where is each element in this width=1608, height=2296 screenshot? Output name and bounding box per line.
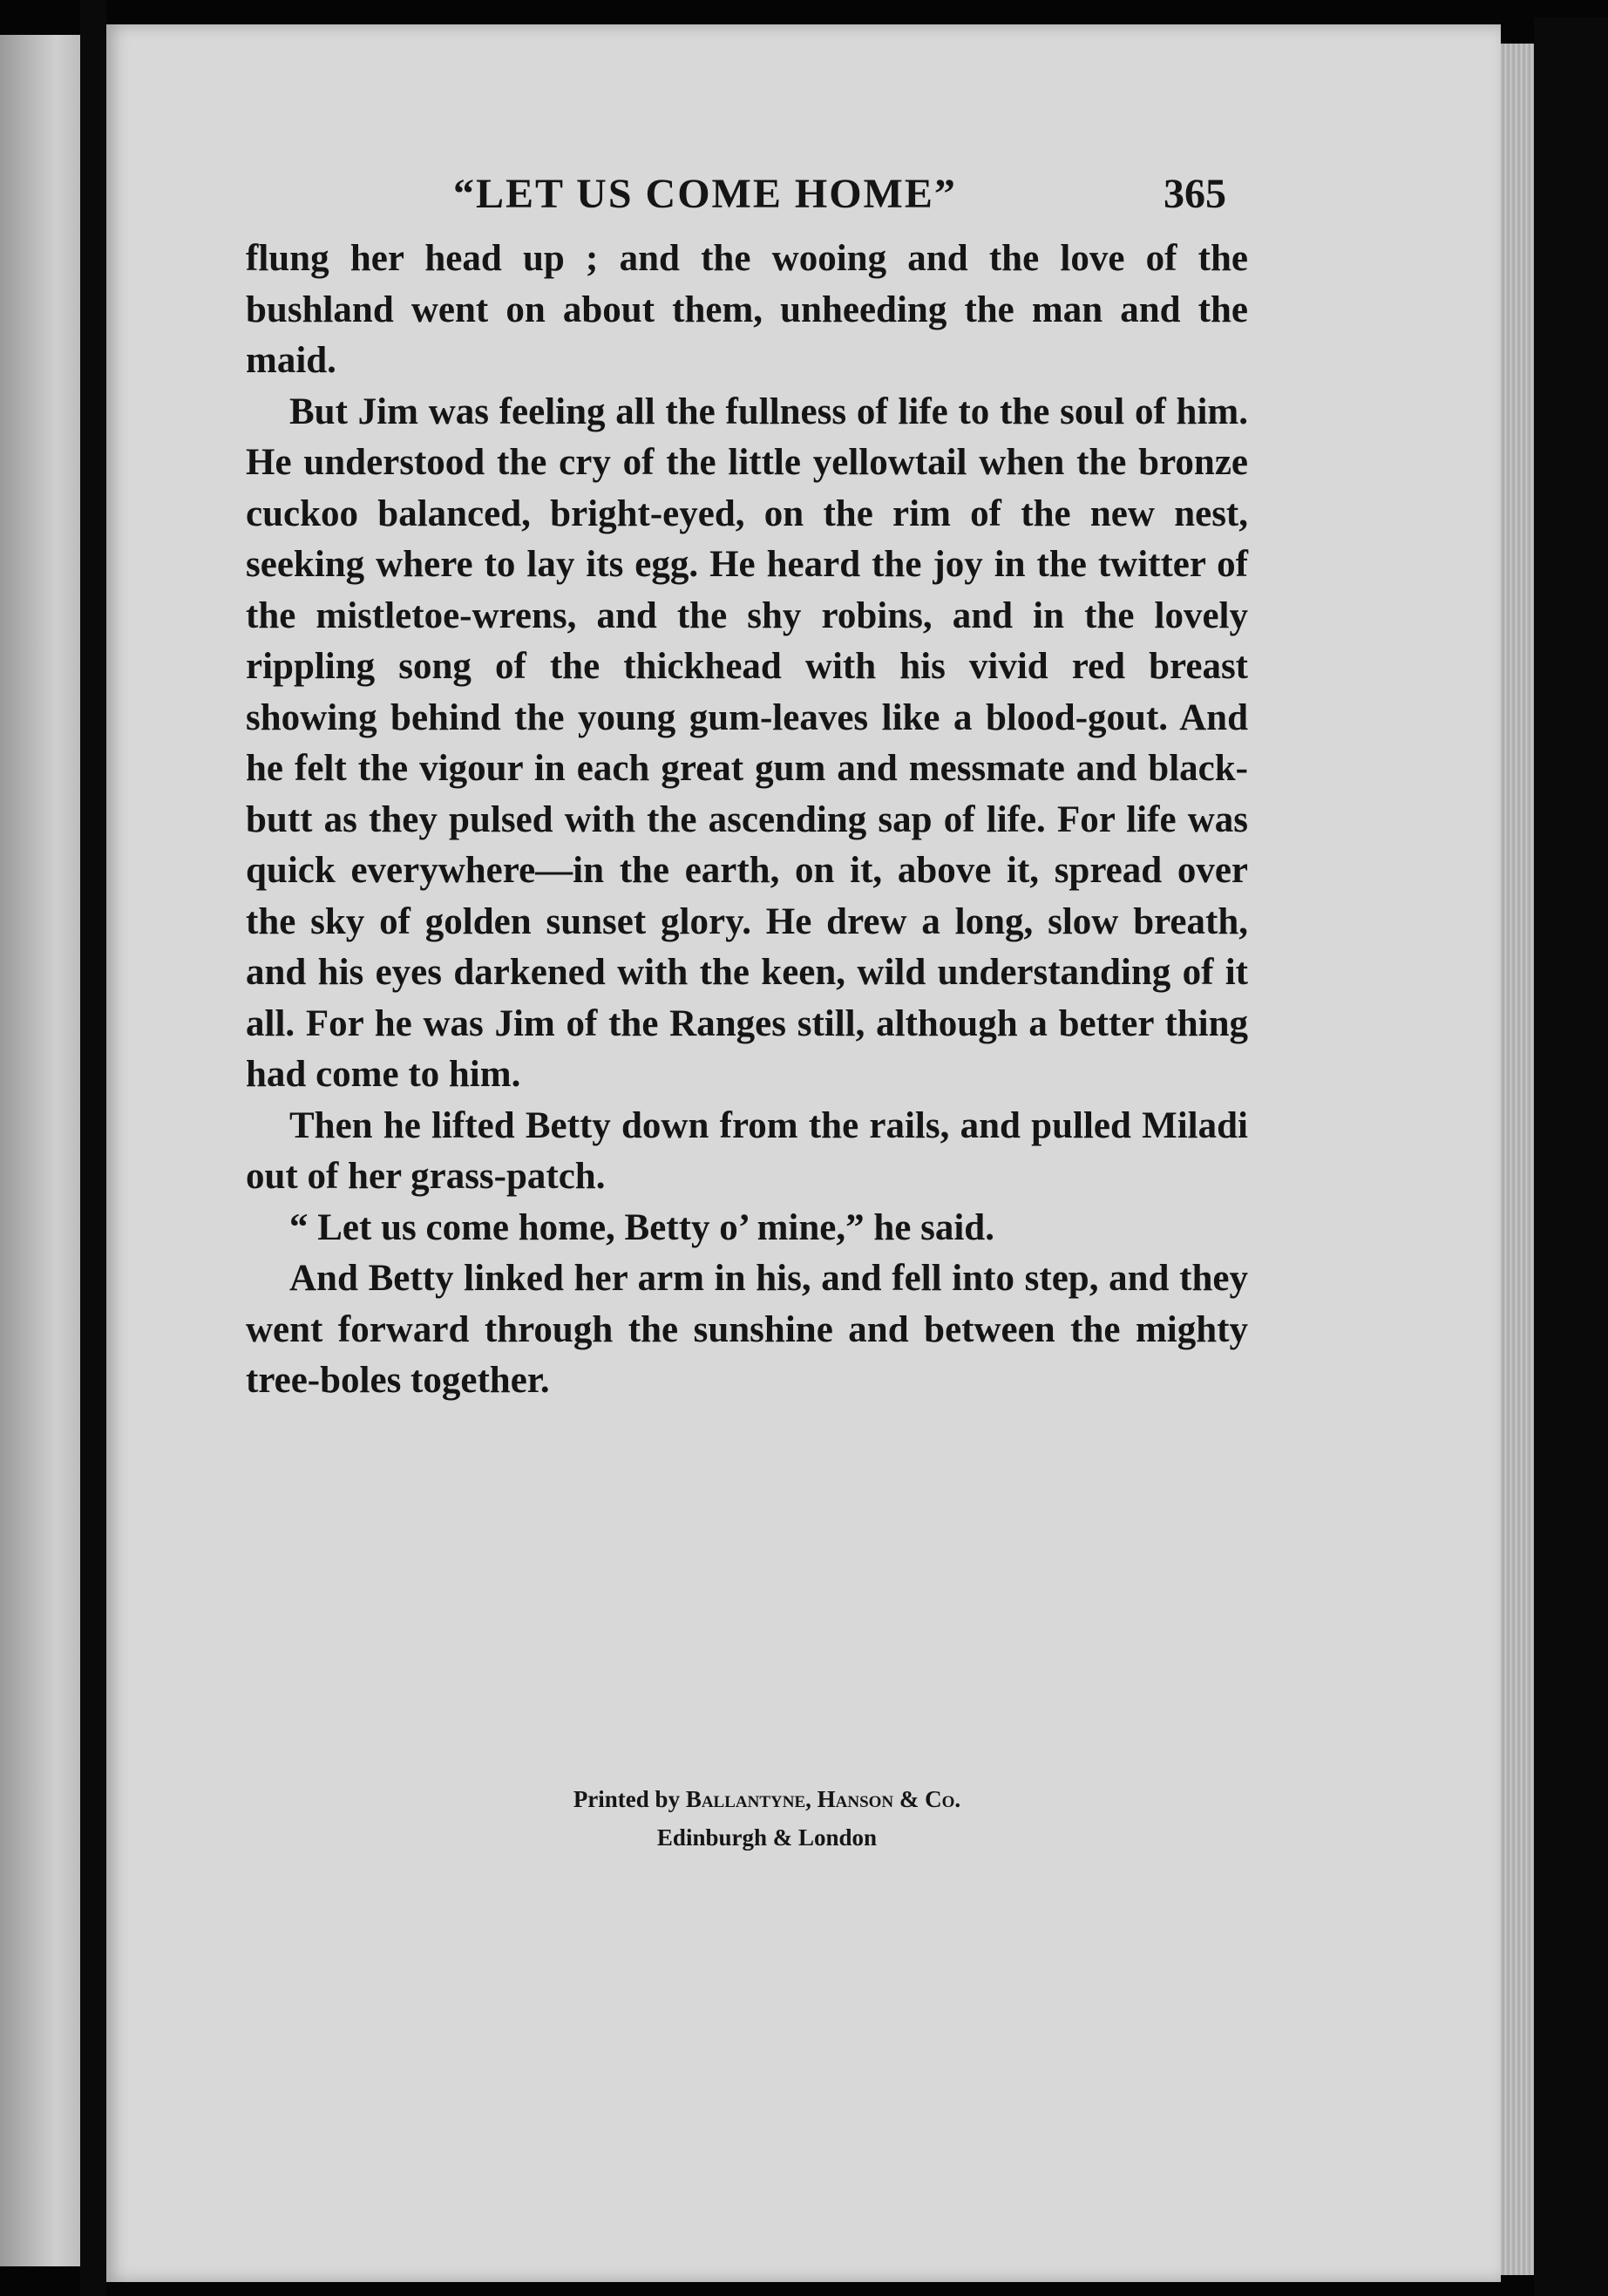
page-stack-edge xyxy=(1501,44,1534,2275)
paragraph: Then he lifted Betty down from the rails, and pulled Miladi out of her grass-patch. xyxy=(246,1104,1248,1197)
imprint-ampersand: & xyxy=(772,1824,793,1851)
facing-page-edge xyxy=(0,35,80,2266)
imprint-line-1 xyxy=(375,1780,1159,1818)
imprint-line-2 xyxy=(375,1818,1159,1857)
paragraph: “ Let us come home, Betty o’ mine,” he said. xyxy=(289,1206,994,1248)
scan-background xyxy=(1534,17,1608,2296)
imprint-printed-by: Printed by xyxy=(573,1786,681,1812)
running-head: “LET US COME HOME” xyxy=(453,171,957,217)
book-gutter xyxy=(80,0,106,2296)
page-number: 365 xyxy=(1164,171,1226,217)
imprint-printer: Ballantyne, Hanson xyxy=(685,1786,894,1812)
imprint-ampersand: & xyxy=(899,1786,919,1812)
paragraph: But Jim was feeling all the fullness of life to the soul of him. He understood the cry of the little yellowtail when the bronze cuckoo balanced, bright-eyed, on the rim of the new nest, seeking where to lay its egg. He heard the joy in the twitter of the mistletoe-wrens, and the shy robins, and in the lovely rippling song of the thickhead with his vivid red breast showing behind the young gum-leaves like a blood-gout. And he felt the vigour in each great gum and messmate and black-butt as they pulsed with the ascending sap of life. For life was quick everywhere—in the earth, on it, above it, spread over the sky of golden sunset glory. He drew a long, slow breath, and his eyes darkened with the keen, wild understanding of it all. For he was Jim of the Ranges still, although a better thing had come to him. xyxy=(246,391,1248,1095)
imprint-city-edinburgh: Edinburgh xyxy=(656,1824,767,1851)
paragraph: And Betty linked her arm in his, and fell into step, and they went forward through the sunshine and between the mighty tree-boles together. xyxy=(246,1258,1248,1401)
paragraph: flung her head up ; and the wooing and the love of the bushland went on about them, unheeding the man and the maid. xyxy=(246,238,1248,381)
imprint-city-london: London xyxy=(798,1824,878,1851)
body-text xyxy=(246,234,1248,1407)
imprint-co: Co. xyxy=(925,1786,961,1812)
printer-imprint xyxy=(375,1780,1159,1857)
